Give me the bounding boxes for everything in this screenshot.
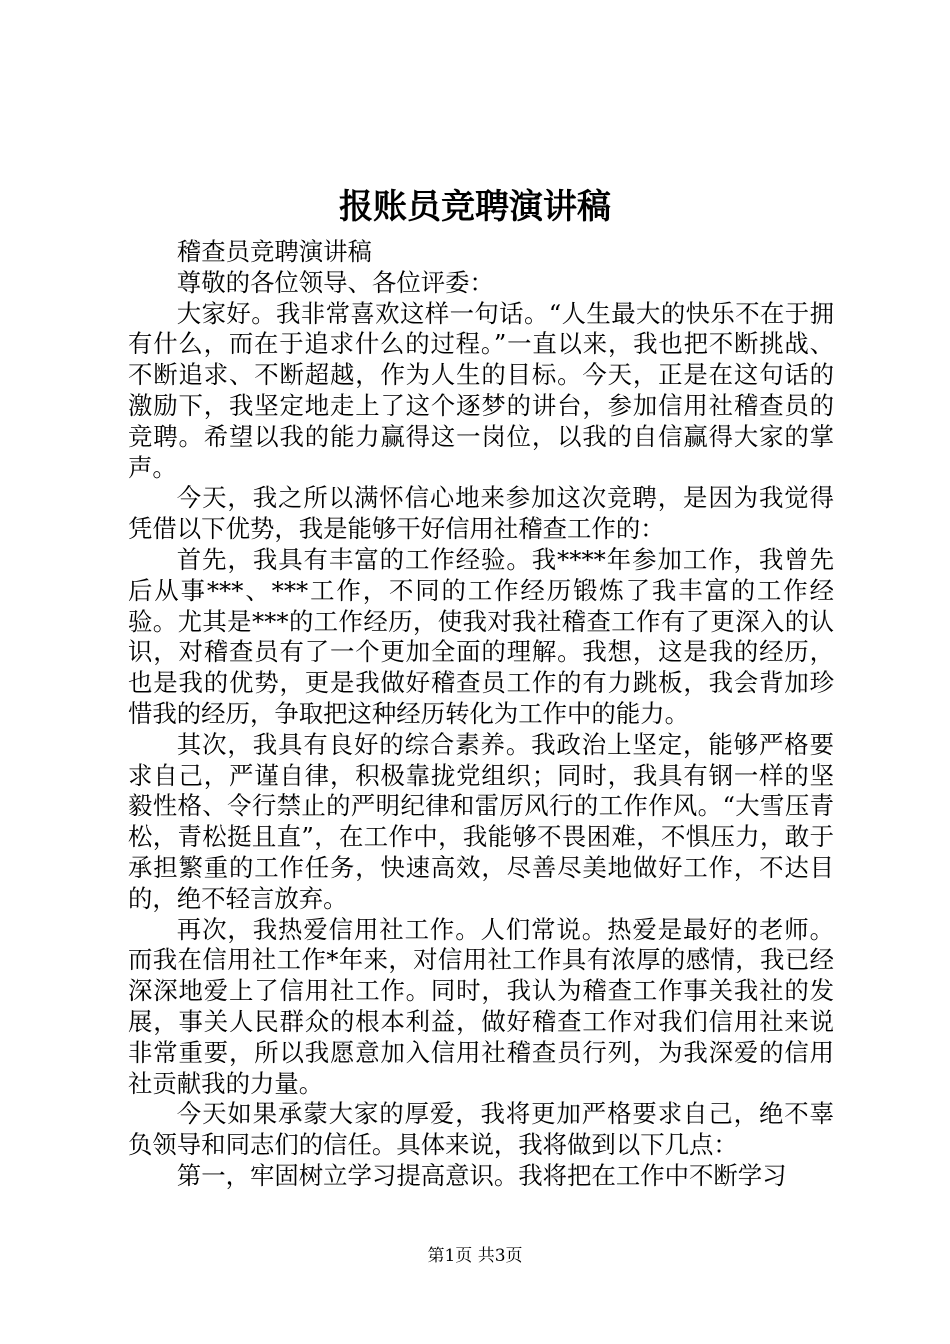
paragraph: 大家好。我非常喜欢这样一句话。“人生最大的快乐不在于拥有什么，而在于追求什么的过程。”一直以来，我也把不断挑战、不断追求、不断超越，作为人生的目标。今天，正是在这句话的激励下，我坚定地走上了这个逐梦的讲台，参加信用社稽查员的竞聘。希望以我的能力赢得这一岗位，以我的自信赢得大家的掌声。 [128,298,834,482]
document-body [128,237,834,1192]
document-title: 报账员竞聘演讲稿 [339,187,611,227]
paragraph: 稽查员竞聘演讲稿 [176,237,372,266]
paragraph: 今天如果承蒙大家的厚爱，我将更加严格要求自己，绝不辜负领导和同志们的信任。具体来说，我将做到以下几点： [128,1099,834,1160]
paragraph: 再次，我热爱信用社工作。人们常说。热爱是最好的老师。而我在信用社工作*年来，对信用社工作具有浓厚的感情，我已经深深地爱上了信用社工作。同时，我认为稽查工作事关我社的发展，事关人民群众的根本利益，做好稽查工作对我们信用社来说非常重要，所以我愿意加入信用社稽查员行列，为我深爱的信用社贡献我的力量。 [128,914,834,1098]
paragraph: 首先，我具有丰富的工作经验。我****年参加工作，我曾先后从事***、***工作，不同的工作经历锻炼了我丰富的工作经验。尤其是***的工作经历，使我对我社稽查工作有了更深入的认识，对稽查员有了一个更加全面的理解。我想，这是我的经历，也是我的优势，更是我做好稽查员工作的有力跳板，我会背加珍惜我的经历，争取把这种经历转化为工作中的能力。 [128,544,834,728]
paragraph: 今天，我之所以满怀信心地来参加这次竞聘，是因为我觉得凭借以下优势，我是能够干好信用社稽查工作的： [128,483,834,544]
paragraph: 第一，牢固树立学习提高意识。我将把在工作中不断学习 [176,1160,787,1190]
page-number-indicator: 第1页 共3页 [427,1246,523,1266]
page-footer [0,1244,950,1268]
paragraph: 尊敬的各位领导、各位评委： [176,267,494,297]
paragraph: 其次，我具有良好的综合素养。我政治上坚定，能够严格要求自己，严谨自律，积极靠拢党组织；同时，我具有钢一样的坚毅性格、令行禁止的严明纪律和雷厉风行的工作作风。“大雪压青松，青松挺且直”，在工作中，我能够不畏困难，不惧压力，敢于承担繁重的工作任务，快速高效，尽善尽美地做好工作，不达目的，绝不轻言放弃。 [128,729,834,913]
